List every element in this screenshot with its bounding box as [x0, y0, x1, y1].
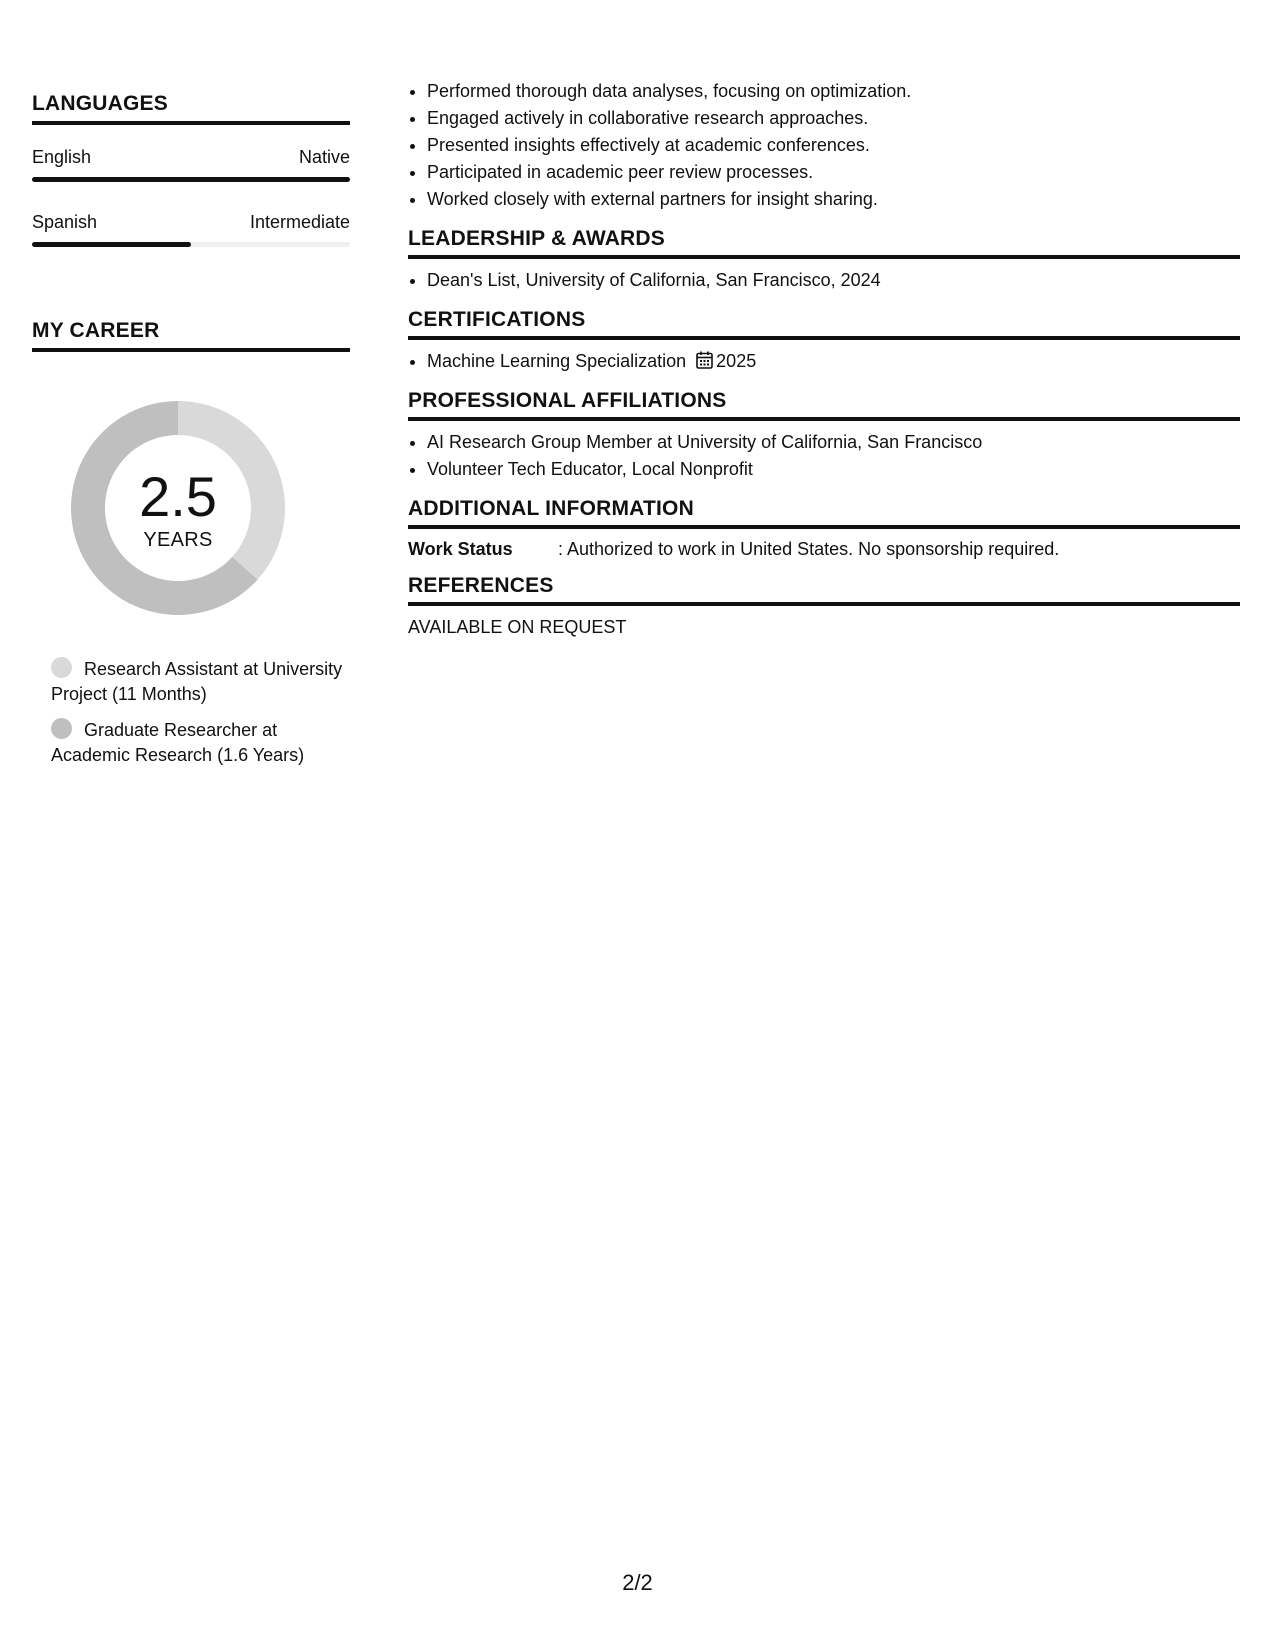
list-item: • Worked closely with external partners for insight sharing. [427, 186, 1240, 213]
calendar-icon [696, 351, 713, 369]
additional-info-section [408, 497, 1240, 560]
language-proficiency-bar [32, 177, 350, 182]
career-legend-item [51, 657, 350, 707]
donut-center [65, 395, 291, 621]
career-heading: MY CAREER [32, 319, 350, 352]
language-level: Native [298, 147, 350, 167]
additional-info-heading: ADDITIONAL INFORMATION [408, 497, 1240, 529]
references-text: AVAILABLE ON REQUEST [408, 617, 627, 637]
certifications-heading: CERTIFICATIONS [408, 308, 1240, 340]
career-legend-item [51, 718, 350, 768]
list-item [427, 348, 1240, 375]
language-proficiency-fill [32, 177, 350, 182]
work-status-row [408, 539, 1240, 560]
page-number: 2/2 [622, 1570, 653, 1595]
legend-dot [51, 718, 72, 739]
list-item: • AI Research Group Member at University of California, San Francisco [427, 429, 1240, 456]
list-item: • Dean's List, University of California, San Francisco, 2024 [427, 267, 1240, 294]
certifications-section [408, 308, 1240, 375]
language-proficiency-bar [32, 242, 350, 247]
list-item: • Presented insights effectively at academic conferences. [427, 132, 1240, 159]
list-item: • Performed thorough data analyses, focusing on optimization. [427, 78, 1240, 105]
career-legend [51, 657, 350, 768]
certification-year: 2025 [716, 351, 757, 371]
certification-name: Machine Learning Specialization [427, 351, 687, 371]
legend-label: Graduate Researcher at Academic Research (1.6 Years) [51, 720, 305, 765]
career-donut-chart [65, 395, 291, 621]
career-total-value: 2.5 [139, 464, 217, 528]
language-spanish [32, 212, 350, 247]
leadership-section [408, 227, 1240, 294]
list-item: • Engaged actively in collaborative research approaches. [427, 105, 1240, 132]
references-heading: REFERENCES [408, 574, 1240, 606]
work-status-label: Work Status [408, 539, 513, 559]
language-name: English [32, 147, 92, 167]
list-item: • Participated in academic peer review processes. [427, 159, 1240, 186]
references-section [408, 574, 1240, 638]
list-item: • Volunteer Tech Educator, Local Nonprofit [427, 456, 1240, 483]
left-column [32, 92, 350, 779]
right-column [408, 78, 1240, 638]
affiliations-heading: PROFESSIONAL AFFILIATIONS [408, 389, 1240, 421]
work-status-value: : Authorized to work in United States. No sponsorship required. [558, 539, 1060, 559]
career-total-unit: YEARS [143, 528, 213, 551]
affiliations-section [408, 389, 1240, 483]
languages-heading: LANGUAGES [32, 92, 350, 125]
language-proficiency-fill [32, 242, 191, 247]
legend-dot [51, 657, 72, 678]
experience-bullet-list [408, 78, 1240, 213]
language-english [32, 147, 350, 182]
leadership-heading: LEADERSHIP & AWARDS [408, 227, 1240, 259]
legend-label: Research Assistant at University Project (11 Months) [51, 659, 343, 704]
language-level: Intermediate [249, 212, 350, 232]
language-name: Spanish [32, 212, 98, 232]
